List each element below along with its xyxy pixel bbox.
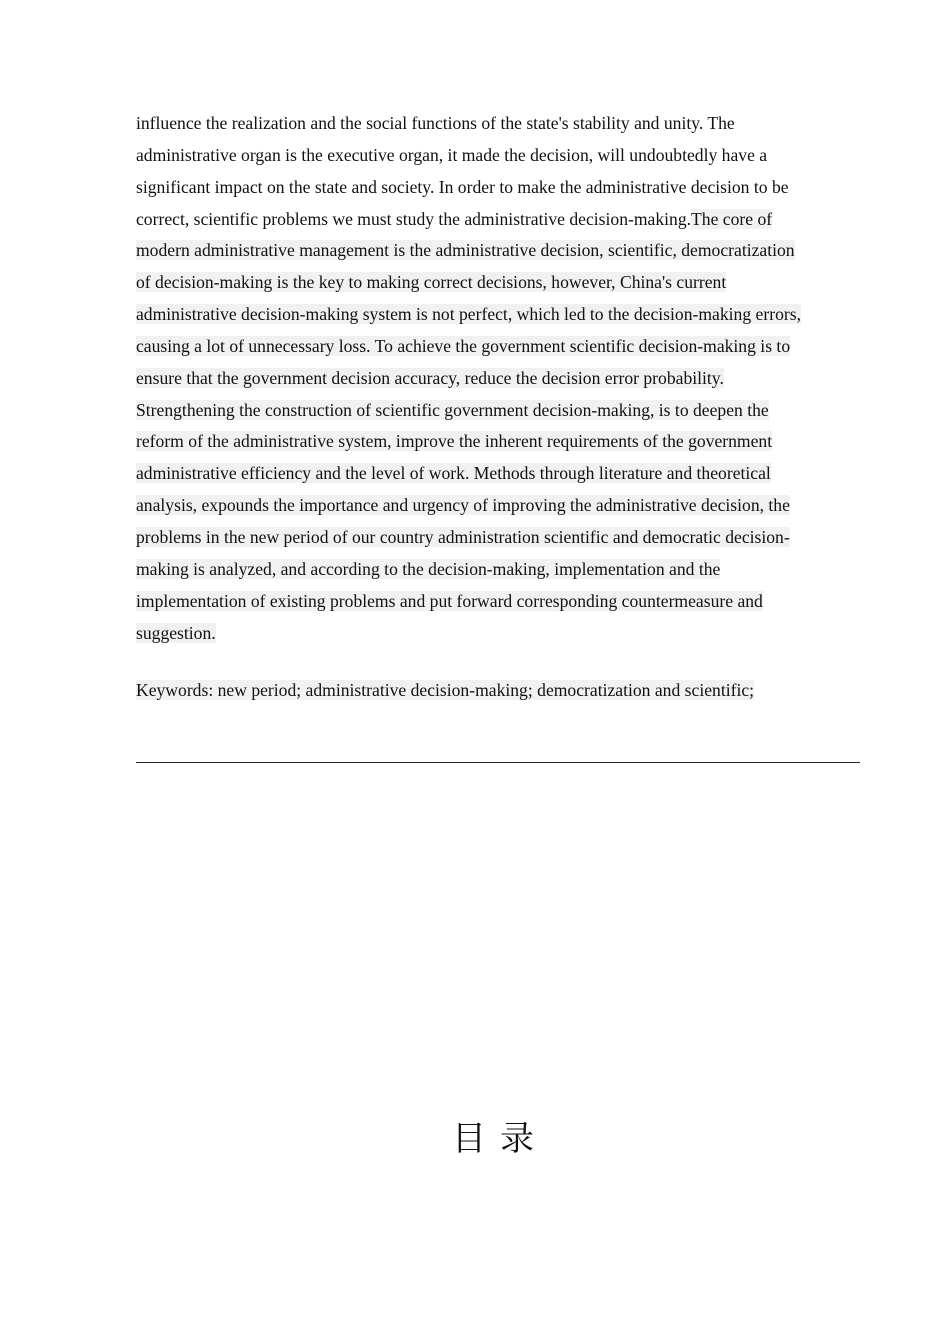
footnote-divider (136, 762, 860, 763)
abstract-line-9-text: ensure that the government decision accuracy, reduce the decision error probability. (136, 367, 724, 388)
abstract-line-11-text: reform of the administrative system, improve the inherent requirements of the government (136, 431, 773, 452)
abstract-line-4 (136, 204, 860, 236)
abstract-line-8-text: causing a lot of unnecessary loss. To achieve the government scientific decision-making is to (136, 335, 791, 356)
abstract-line-12 (136, 458, 860, 490)
abstract-line-17-text: suggestion. (136, 622, 216, 643)
abstract-line-16-text: implementation of existing problems and put forward corresponding countermeasure and (136, 590, 763, 611)
table-of-contents-title: 目录 (452, 1119, 548, 1159)
keywords-text: Keywords: new period; administrative decision-making; democratization and scientific; (136, 680, 755, 700)
abstract-paragraph (136, 108, 860, 649)
abstract-line-13-text: analysis, expounds the importance and urgency of improving the administrative decision, the (136, 495, 790, 516)
abstract-line-2: administrative organ is the executive organ, it made the decision, will undoubtedly have a (136, 144, 768, 165)
abstract-line-10-text: Strengthening the construction of scientific government decision-making, is to deepen the (136, 399, 769, 420)
abstract-line-9 (136, 363, 860, 395)
abstract-line-6 (136, 267, 860, 299)
abstract-line-4-highlight: The core of (691, 208, 773, 229)
abstract-line-17 (136, 618, 860, 650)
abstract-line-8 (136, 331, 860, 363)
abstract-line-1: influence the realization and the social functions of the state's stability and unity. The (136, 113, 735, 133)
abstract-line-13 (136, 490, 860, 522)
abstract-line-4-head: correct, scientific problems we must study the administrative decision-making. (136, 208, 692, 229)
abstract-line-12-text: administrative efficiency and the level of work. Methods through literature and theoretical (136, 463, 771, 484)
abstract-line-14-text: problems in the new period of our country administration scientific and democratic decision- (136, 526, 790, 547)
abstract-line-6-text: of decision-making is the key to making correct decisions, however, China's current (136, 272, 727, 293)
abstract-line-7-text: administrative decision-making system is not perfect, which led to the decision-making errors, (136, 304, 801, 325)
abstract-line-15 (136, 554, 860, 586)
keywords-line (136, 675, 860, 707)
abstract-line-15-text: making is analyzed, and according to the decision-making, implementation and the (136, 558, 721, 579)
abstract-line-14 (136, 522, 860, 554)
abstract-line-7 (136, 299, 860, 331)
abstract-line-3: significant impact on the state and society. In order to make the administrative decision to be (136, 176, 789, 197)
abstract-line-10 (136, 395, 860, 427)
abstract-line-16 (136, 586, 860, 618)
abstract-line-5-text: modern administrative management is the administrative decision, scientific, democratization (136, 240, 795, 261)
abstract-line-11 (136, 426, 860, 458)
abstract-line-5 (136, 235, 860, 267)
